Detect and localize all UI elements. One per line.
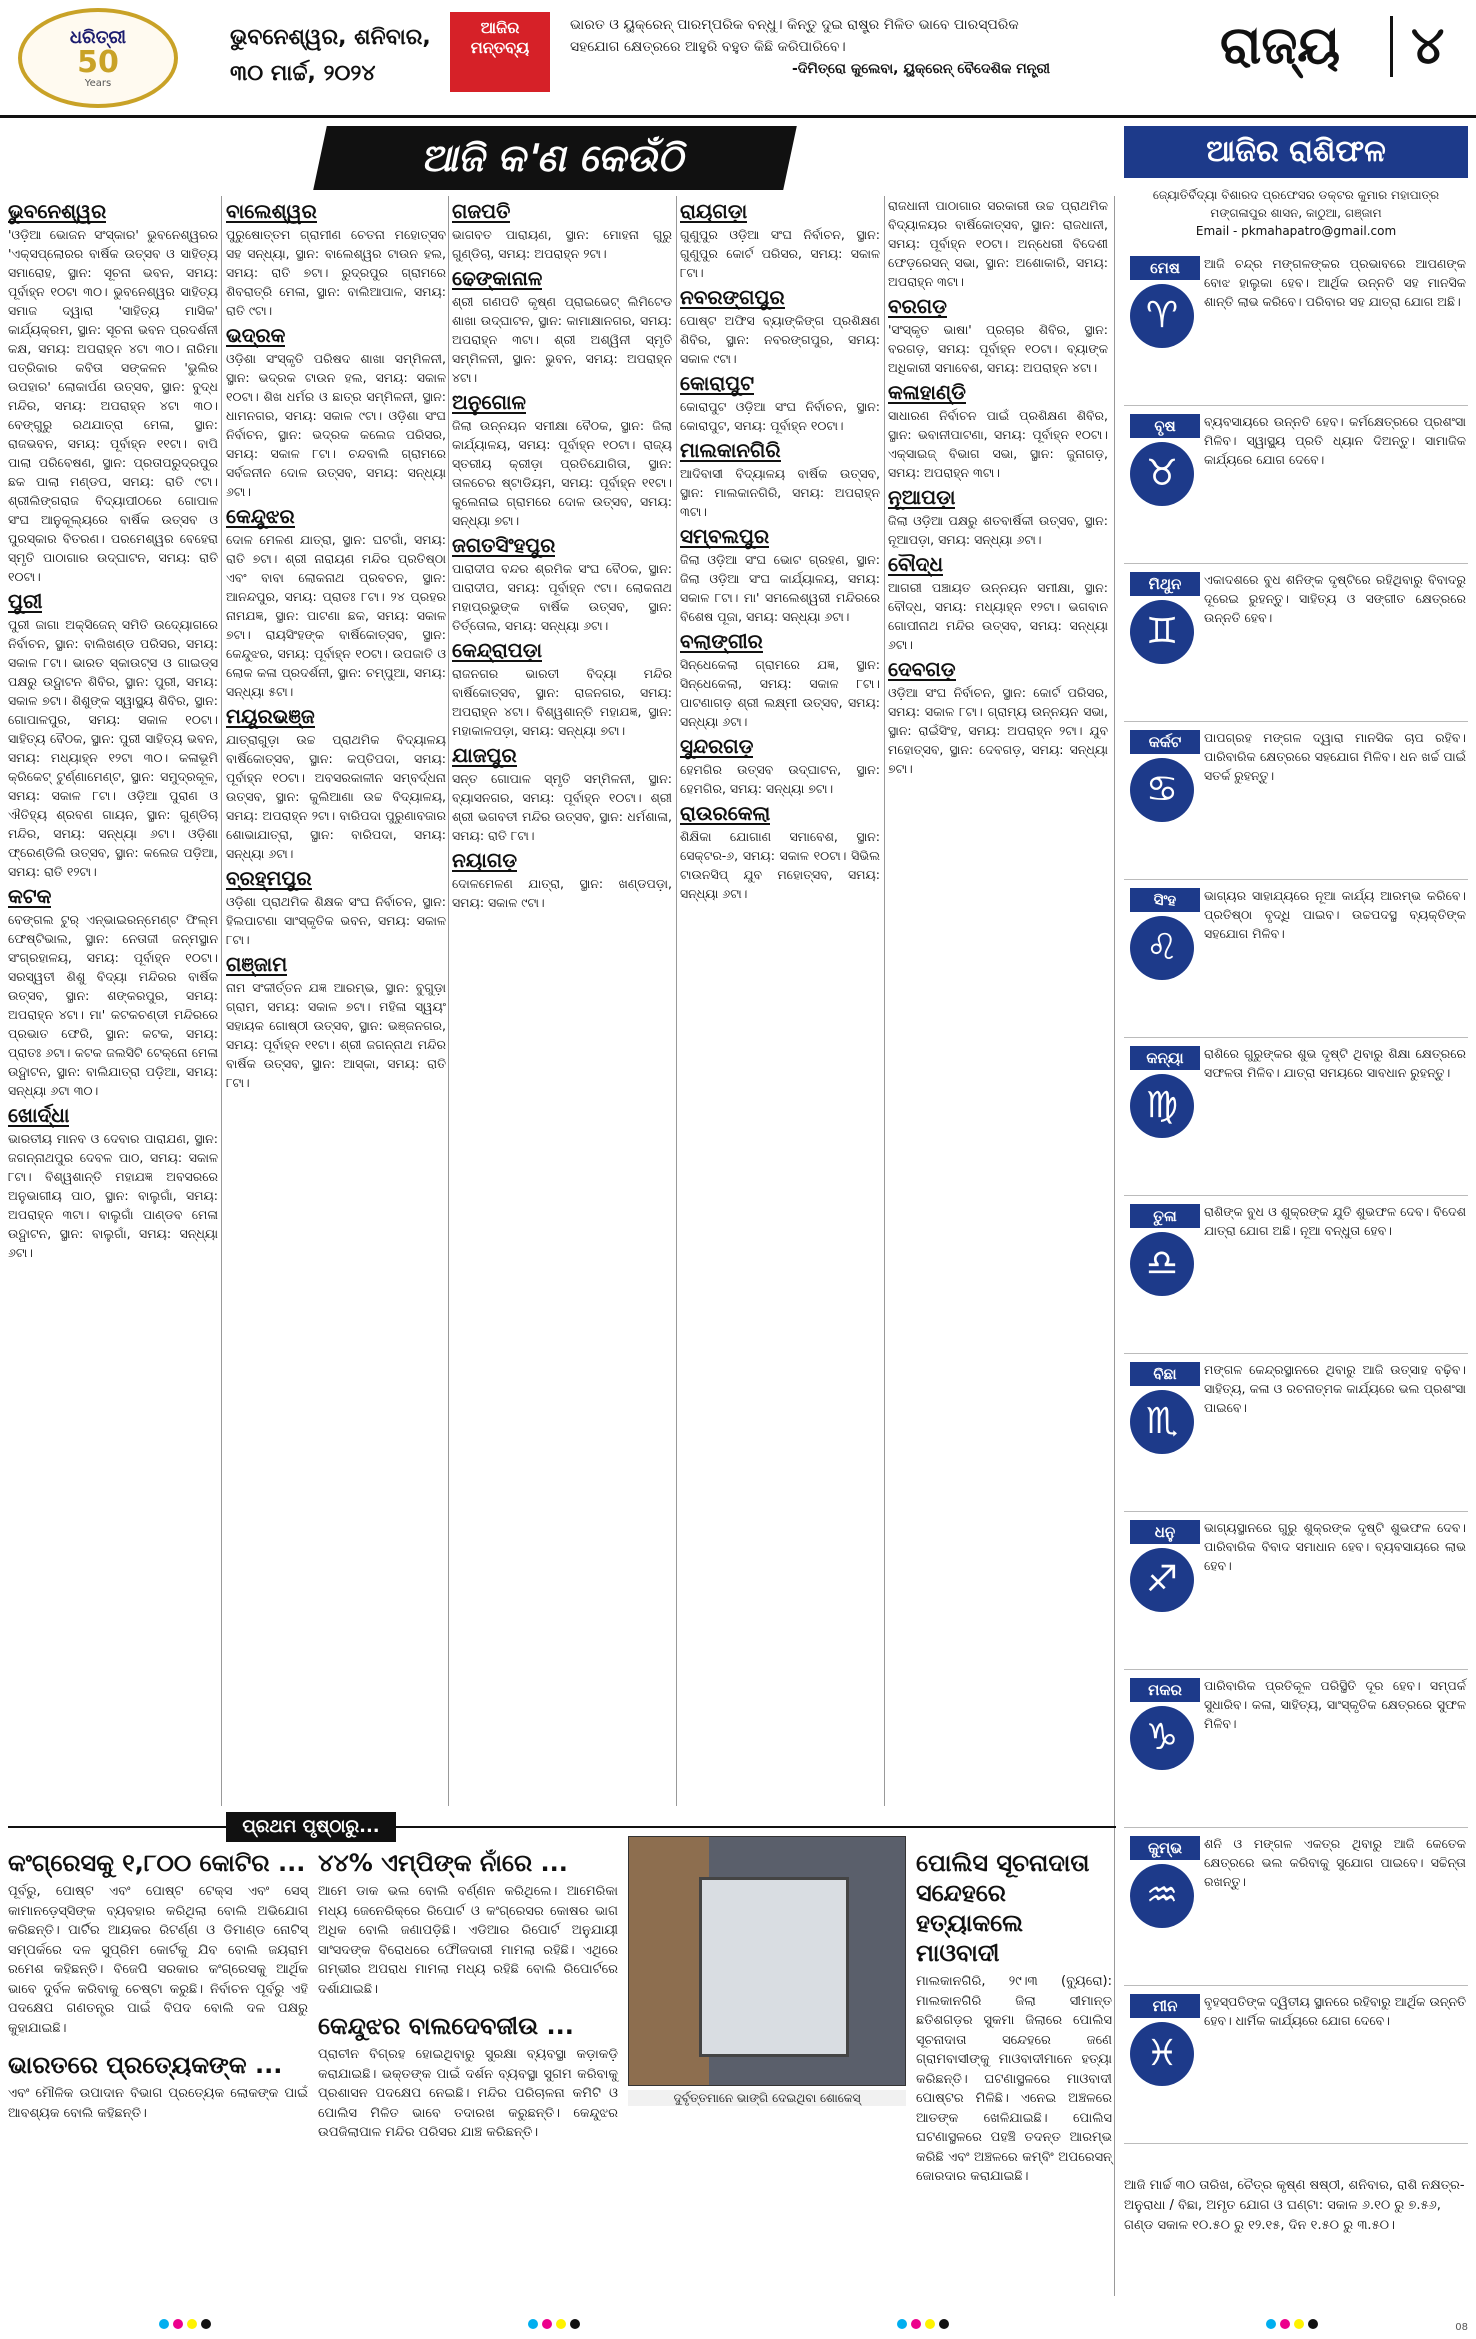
story-body: ଏବଂ ମୌଳିକ ଉପାଦାନ ବିଭାଗ ପ୍ରତ୍ୟେକ ଲୋକଙ୍କ ପାଇଁ ଆବଶ୍ୟକ ବୋଲି କହିଛନ୍ତି। xyxy=(8,2086,308,2121)
twins-icon: ♊ xyxy=(1130,600,1194,664)
city-heading: ରାୟଗଡ଼ା xyxy=(680,199,748,223)
event-listing: ଭାରତୀୟ ମାନବ ଓ ଦେବାର ପାରାଯଣ, ସ୍ଥାନ: ଜଗନ୍ନାଥପୁର ଦେବଳ ପାଠ, ସମୟ: ସକାଳ ୮ଟା। ବିଶ୍ୱଶାନ୍ତି ମହାଯଜ୍ଞ ଅବସରରେ ଅନୁଭାଗୀୟ ପାଠ, ସ୍ଥାନ: ବାଲୁଗାଁ, ସମୟ: ଅପରାହ୍ନ ୩ଟା। ବାଲୁଗାଁ ପାଣ୍ଡବ ମେଳା ଉଦ୍ଘାଟନ, ସ୍ଥାନ: ବାଲୁଗାଁ, ସମୟ: ସନ୍ଧ୍ୟା ୬ଟା। xyxy=(8,1131,218,1260)
city-heading: କେନ୍ଦ୍ରାପଡ଼ା xyxy=(452,638,543,662)
listings-column-1 xyxy=(8,196,218,1262)
story-maoist xyxy=(916,1848,1112,2187)
zodiac-prediction: ଏକାଦଶରେ ବୁଧ ଶନିଙ୍କ ଦୃଷ୍ଟିରେ ରହିଥିବାରୁ ବିବାଦରୁ ଦୂରେଇ ରୁହନ୍ତୁ। ସାହିତ୍ୟ ଓ ସଙ୍ଗୀତ କ୍ଷେତ୍ରରେ ଉନ୍ନତି ହେବ। xyxy=(1204,572,1466,625)
city-heading: ମାଲକାନଗିରି xyxy=(680,438,781,462)
archer-icon: ♐ xyxy=(1130,1548,1194,1612)
listings-column-5 xyxy=(888,196,1108,778)
event-listing: ପାରାଦୀପ ବନ୍ଦର ଶ୍ରମିକ ସଂଘ ବୈଠକ, ସ୍ଥାନ: ପାରାଦୀପ, ସମୟ: ପୂର୍ବାହ୍ନ ୯ଟା। ଲୋକନାଥ ମହାପ୍ରଭୁଙ୍କ ବାର୍ଷିକ ଉତ୍ସବ, ସ୍ଥାନ: ତିର୍ତ୍ତୋଲ, ସମୟ: ସନ୍ଧ୍ୟା ୬ଟା। xyxy=(452,561,672,633)
lion-icon: ♌ xyxy=(1130,916,1194,980)
event-listing: ସାଧାରଣ ନିର୍ବାଚନ ପାଇଁ ପ୍ରଶିକ୍ଷଣ ଶିବିର, ସ୍ଥାନ: ଭବାନୀପାଟଣା, ସମୟ: ପୂର୍ବାହ୍ନ ୧୦ଟା। ଏକ୍ସାଇଜ୍ ବିଭାଗ ସଭା, ସ୍ଥାନ: ଜୁନାଗଡ଼, ସମୟ: ଅପରାହ୍ନ ୩ଟା। xyxy=(888,408,1108,480)
event-listing: ପୁରୁଷୋତ୍ତମ ଗ୍ରାମୀଣ ଚେତନା ମହୋତ୍ସବ ସହ ସନ୍ଧ୍ୟା, ସ୍ଥାନ: ବାଲେଶ୍ୱର ଟାଉନ ହଲ, ସମୟ: ରାତି ୭ଟା। ରୁଦ୍ରପୁର ଗ୍ରାମରେ ଶିବରାତ୍ରି ମେଳା, ସ୍ଥାନ: ବାଲିଆପାଳ, ସମୟ: ରାତି ୯ଟା। xyxy=(226,227,446,318)
city-heading: କଳାହାଣ୍ଡି xyxy=(888,380,966,404)
column-divider xyxy=(1114,196,1115,2296)
event-listing: ଓଡ଼ିଶା ପ୍ରାଥମିକ ଶିକ୍ଷକ ସଂଘ ନିର୍ବାଚନ, ସ୍ଥାନ: ହିଲପାଟଣା ସାଂସ୍କୃତିକ ଭବନ, ସମୟ: ସକାଳ ୮ଟା। xyxy=(226,894,446,947)
cmyk-mark xyxy=(1266,2319,1318,2329)
event-listing: ଓଡ଼ିଆ ସଂଘ ନିର୍ବାଚନ, ସ୍ଥାନ: କୋର୍ଟ ପରିସର, ସମୟ: ସକାଳ ୮ଟା। ଗ୍ରାମ୍ୟ ଉନ୍ନୟନ ସଭା, ସ୍ଥାନ: ରାଇଁସିଂହ, ସମୟ: ଅପରାହ୍ନ ୨ଟା। ଯୁବ ମହୋତ୍ସବ, ସ୍ଥାନ: ଦେବଗଡ଼, ସମୟ: ସନ୍ଧ୍ୟା ୭ଟା। xyxy=(888,685,1108,776)
story-body: ପ୍ରାଚୀନ ବିଗ୍ରହ ହୋଇଥିବାରୁ ସୁରକ୍ଷା ବ୍ୟବସ୍ଥା କଡ଼ାକଡ଼ି କରାଯାଇଛି। ଭକ୍ତଙ୍କ ପାଇଁ ଦର୍ଶନ ବ୍ୟବସ୍ଥା ସୁଗମ କରିବାକୁ ପ୍ରଶାସନ ପଦକ୍ଷେପ ନେଇଛି। ମନ୍ଦିର ପରିଚାଳନା କମିଟି ଓ ପୋଲିସ ମିଳିତ ଭାବେ ତଦାରଖ କରୁଛନ୍ତି। କେନ୍ଦୁଝର ଉପଜିଲାପାଳ ମନ୍ଦିର ପରିସର ଯାଞ୍ଚ କରିଛନ୍ତି। xyxy=(318,2047,618,2140)
city-heading: ଖୋର୍ଦ୍ଧା xyxy=(8,1103,70,1127)
city-heading: ନୟାଗଡ଼ xyxy=(452,848,518,872)
ram-icon: ♈ xyxy=(1130,284,1194,348)
zodiac-name: ମକର xyxy=(1130,1678,1200,1702)
event-listing: ଆଗରୀ ପଞ୍ଚାୟତ ଉନ୍ନୟନ ସମୀକ୍ଷା, ସ୍ଥାନ: ବୌଦ୍ଧ, ସମୟ: ମଧ୍ୟାହ୍ନ ୧୨ଟା। ଭଗବାନ ଗୋପୀନାଥ ମନ୍ଦିର ଉତ୍ସବ, ସମୟ: ସନ୍ଧ୍ୟା ୬ଟା। xyxy=(888,580,1108,652)
event-listing: ସିନ୍ଧେକେଲା ଗ୍ରାମରେ ଯଜ୍ଞ, ସ୍ଥାନ: ସିନ୍ଧେକେଲା, ସମୟ: ସକାଳ ୮ଟା। ପାଟଣାଗଡ଼ ଶ୍ରୀ ଲକ୍ଷ୍ମୀ ଉତ୍ସବ, ସମୟ: ସନ୍ଧ୍ୟା ୬ଟା। xyxy=(680,657,880,729)
listings-banner: ଆଜି କ'ଣ କେଉଁଠି xyxy=(313,126,797,190)
zodiac-entry xyxy=(1124,1674,1468,1828)
page-number: ୪ xyxy=(1390,16,1444,77)
zodiac-entry xyxy=(1124,1200,1468,1354)
zodiac-prediction: ରାଶିଙ୍କ ବୁଧ ଓ ଶୁକ୍ରଙ୍କ ଯୁତି ଶୁଭଫଳ ଦେବ। ବିଦେଶ ଯାତ୍ରା ଯୋଗ ଅଛି। ନୂଆ ବନ୍ଧୁତା ହେବ। xyxy=(1204,1204,1466,1238)
years-label: Years xyxy=(84,78,112,89)
event-listing: କୋରାପୁଟ ଓଡ଼ିଆ ସଂଘ ନିର୍ବାଚନ, ସ୍ଥାନ: କୋରାପୁଟ, ସମୟ: ପୂର୍ବାହ୍ନ ୧୦ଟା। xyxy=(680,399,880,433)
event-listing: ଗୁଣୁପୁର ଓଡ଼ିଆ ସଂଘ ନିର୍ବାଚନ, ସ୍ଥାନ: ଗୁଣୁପୁର କୋର୍ଟ ପରିସର, ସମୟ: ସକାଳ ୮ଟା। xyxy=(680,227,880,280)
event-listing: ଦୋଳ ମେଳଣ ଯାତ୍ରା, ସ୍ଥାନ: ଘଟଗାଁ, ସମୟ: ରାତି ୭ଟା। ଶ୍ରୀ ନାରାୟଣ ମନ୍ଦିର ପ୍ରତିଷ୍ଠା ଏବଂ ବାବା ଲୋକନାଥ ପ୍ରବଚନ, ସ୍ଥାନ: ଆନନ୍ଦପୁର, ସମୟ: ପ୍ରାତଃ ୮ଟା। ୨୪ ପ୍ରହର ନାମଯଜ୍ଞ, ସ୍ଥାନ: ପାଟଣା ଛକ, ସମୟ: ସକାଳ ୭ଟା। ରାୟସିଂହଙ୍କ ବାର୍ଷିକୋତ୍ସବ, ସ୍ଥାନ: କେନ୍ଦୁଝର, ସମୟ: ପୂର୍ବାହ୍ନ ୧୦ଟା। ଉପଜାତି ଓ ଲୋକ କଳା ପ୍ରଦର୍ଶନୀ, ସ୍ଥାନ: ଚମ୍ପୁଆ, ସମୟ: ସନ୍ଧ୍ୟା ୫ଟା। xyxy=(226,532,446,699)
zodiac-prediction: ଶନି ଓ ମଙ୍ଗଳ ଏକତ୍ର ଥିବାରୁ ଆଜି କେତେକ କ୍ଷେତ୍ରରେ ଭଲ କରିବାକୁ ସୁଯୋଗ ପାଇବେ। ସଚ୍ଚିନ୍ତା ରଖନ୍ତୁ। xyxy=(1204,1836,1466,1889)
zodiac-name: ତୁଳା xyxy=(1130,1204,1200,1228)
listings-column-3 xyxy=(452,196,672,912)
quote-text: ଭାରତ ଓ ୟୁକ୍ରେନ୍ ପାରମ୍ପରିକ ବନ୍ଧୁ। କିନ୍ତୁ ଦୁଇ ରାଷ୍ଟ୍ର ମିଳିତ ଭାବେ ପାରସ୍ପରିକ ସହଯୋଗ କ୍ଷେତ୍ରରେ ଆହୁରି ବହୁତ କିଛି କରିପାରିବେ। xyxy=(570,17,1019,55)
astrologer-credit: ଜ୍ୟୋତିର୍ବିଦ୍ୟା ବିଶାରଦ ପ୍ରଫେସର ଡକ୍ଟର କୁମାର ମହାପାତ୍ର ମଙ୍ଗଳାପୁର ଶାସନ, କାଠୁଆ, ଗଞ୍ଜାମ Email - pkmahapatro@gmail.com xyxy=(1152,188,1440,238)
city-heading: ସୁନ୍ଦରଗଡ଼ xyxy=(680,734,754,758)
section-rule xyxy=(8,1826,1116,1828)
photo-caption: ଦୁର୍ବୃତ୍ତମାନେ ଭାଙ୍ଗି ଦେଇଥିବା ଶୋକେସ୍ xyxy=(628,2090,906,2106)
city-heading: ମୟୂରଭଞ୍ଜ xyxy=(226,704,315,728)
city-heading: ଭଦ୍ରକ xyxy=(226,323,286,347)
event-listing: ଶ୍ରୀ ଗଣପତି କୃଷ୍ଣ ପ୍ରାଇଭେଟ୍ ଲିମିଟେଡ ଶାଖା ଉଦ୍‌ଘାଟନ, ସ୍ଥାନ: କାମାକ୍ଷାନଗର, ସମୟ: ଅପରାହ୍ନ ୩ଟା। ଶ୍ରୀ ଅଶ୍ୱିନୀ ସ୍ମୃତି ସମ୍ମିଳନୀ, ସ୍ଥାନ: ଭୁବନ, ସମୟ: ଅପରାହ୍ନ ୪ଟା। xyxy=(452,294,672,385)
cmyk-mark xyxy=(897,2319,949,2329)
column-divider xyxy=(448,196,449,1806)
news-photo xyxy=(628,1836,906,2086)
event-listing: ଆଦିବାସୀ ବିଦ୍ୟାଳୟ ବାର୍ଷିକ ଉତ୍ସବ, ସ୍ଥାନ: ମାଲକାନଗିରି, ସମୟ: ଅପରାହ୍ନ ୩ଟା। xyxy=(680,466,880,519)
zodiac-entry xyxy=(1124,726,1468,880)
city-heading: ଅନୁଗୋଳ xyxy=(452,390,526,414)
event-listing: ରାଜନଗର ଭାରତୀ ବିଦ୍ୟା ମନ୍ଦିର ବାର୍ଷିକୋତ୍ସବ, ସ୍ଥାନ: ରାଜନଗର, ସମୟ: ଅପରାହ୍ନ ୪ଟା। ବିଶ୍ୱଶାନ୍ତି ମହାଯଜ୍ଞ, ସ୍ଥାନ: ମହାକାଳପଡ଼ା, ସମୟ: ସନ୍ଧ୍ୟା ୭ଟା। xyxy=(452,666,672,738)
zodiac-entry xyxy=(1124,410,1468,564)
event-listing: ଭାଗବତ ପାରାୟଣ, ସ୍ଥାନ: ମୋହନା ଗୁରୁ ଗୁଣ୍ଡିଚା, ସମୟ: ଅପରାହ୍ନ ୨ଟା। xyxy=(452,227,672,261)
zodiac-list xyxy=(1124,252,1468,2144)
city-heading: କୋରାପୁଟ xyxy=(680,371,755,395)
cmyk-mark xyxy=(528,2319,580,2329)
zodiac-prediction: ଭାଗ୍ୟସ୍ଥାନରେ ଗୁରୁ ଶୁକ୍ରଙ୍କ ଦୃଷ୍ଟି ଶୁଭଫଳ ଦେବ। ପାରିବାରିକ ବିବାଦ ସମାଧାନ ହେବ। ବ୍ୟବସାୟରେ ଲାଭ ହେବ। xyxy=(1204,1520,1466,1573)
dateline: ଭୁବନେଶ୍ୱର, ଶନିବାର, ୩୦ ମାର୍ଚ୍ଚ, ୨୦୨୪ xyxy=(230,25,431,86)
zodiac-entry xyxy=(1124,884,1468,1038)
column-divider xyxy=(221,196,222,1806)
front-page-continuation-label: ପ୍ରଥମ ପୃଷ୍ଠାରୁ... xyxy=(226,1812,396,1842)
goat-icon: ♑ xyxy=(1130,1706,1194,1770)
event-listing: 'ସଂସ୍କୃତ ଭାଷା' ପ୍ରଚାର ଶିବିର, ସ୍ଥାନ: ବରଗଡ଼, ସମୟ: ପୂର୍ବାହ୍ନ ୧୦ଟା। ବ୍ୟାଙ୍କ ଅଧିକାରୀ ସମାବେଶ, ସମୟ: ଅପରାହ୍ନ ୪ଟା। xyxy=(888,322,1108,375)
city-heading: ରାଉରକେଲା xyxy=(680,801,771,825)
event-listing: ହେମଗିର ଉତ୍ସବ ଉଦ୍‌ଘାଟନ, ସ୍ଥାନ: ହେମଗିର, ସମୟ: ସନ୍ଧ୍ୟା ୭ଟା। xyxy=(680,762,880,796)
story-headline: ୪୪% ଏମ୍‌ପିଙ୍କ ନାଁରେ ... xyxy=(318,1849,568,1877)
crab-icon: ♋ xyxy=(1130,758,1194,822)
event-listing: ବେଙ୍ଗଲ ଟୁର୍ ଏନ୍‌ଭାଇରନ୍‌ମେଣ୍ଟ ଫିଲ୍ମ ଫେଷ୍ଟିଭାଲ, ସ୍ଥାନ: ନେତାଜୀ ଜନ୍ମସ୍ଥାନ ସଂଗ୍ରହାଳୟ, ସମୟ: ପୂର୍ବାହ୍ନ ୧୦ଟା। ସରସ୍ୱତୀ ଶିଶୁ ବିଦ୍ୟା ମନ୍ଦିରର ବାର୍ଷିକ ଉତ୍ସବ, ସ୍ଥାନ: ଶଙ୍କରପୁର, ସମୟ: ଅପରାହ୍ନ ୪ଟା। ମା' କଟକଚଣ୍ଡୀ ମନ୍ଦିରରେ ପ୍ରଭାତ ଫେରି, ସ୍ଥାନ: କଟକ, ସମୟ: ପ୍ରାତଃ ୬ଟା। କଟକ ଜଲସିଟି ଟେକ୍ନୋ ମେଳା ଉଦ୍ଘାଟନ, ସ୍ଥାନ: ବାଲିଯାତ୍ରା ପଡ଼ିଆ, ସମୟ: ସନ୍ଧ୍ୟା ୬ଟା ୩୦। xyxy=(8,912,218,1098)
print-registration-marks xyxy=(0,2308,1476,2339)
event-listing: ଦୋଳମେଳଣ ଯାତ୍ରା, ସ୍ଥାନ: ଖଣ୍ଡପଡ଼ା, ସମୟ: ସକାଳ ୯ଟା। xyxy=(452,876,672,910)
event-listing: ପୁରୀ ଜାଗା ଅକ୍ସିଜେନ୍ ସମିତି ଉଦ୍ୟୋଗରେ ନିର୍ବାଚନ, ସ୍ଥାନ: ବାଲିଖଣ୍ଡ ପରିସର, ସମୟ: ସକାଳ ୮ଟା। ଭାରତ ସ୍କାଉଟ୍ସ ଓ ଗାଇଡ୍ସ ପକ୍ଷରୁ ଉଦ୍ଘାଟନ ଶିବିର, ସ୍ଥାନ: ପୁରୀ, ସମୟ: ସକାଳ ୭ଟା। ଶିଶୁଙ୍କ ସ୍ୱାସ୍ଥ୍ୟ ଶିବିର, ସ୍ଥାନ: ଗୋପାଳପୁର, ସମୟ: ସକାଳ ୧୦ଟା। ସାହିତ୍ୟ ବୈଠକ, ସ୍ଥାନ: ପୁରୀ ସାହିତ୍ୟ ଭବନ, ସମୟ: ମଧ୍ୟାହ୍ନ ୧୨ଟା ୩୦। କଳାଭୂମି କ୍ରିକେଟ୍ ଟୁର୍ଣ୍ଣାମେଣ୍ଟ, ସ୍ଥାନ: ସମୁଦ୍ରକୂଳ, ସମୟ: ସକାଳ ୮ଟା। ଓଡ଼ିଆ ପୁରାଣ ଓ ଐତିହ୍ୟ ଶ୍ରବଣ ଗାୟନ, ସ୍ଥାନ: ଗୁଣ୍ଡିଚା ମନ୍ଦିର, ସମୟ: ସନ୍ଧ୍ୟା ୬ଟା। ଓଡ଼ିଶା ଫ୍ରେଣ୍ଡିଲି ଉତ୍ସବ, ସ୍ଥାନ: କଲେଜ ପଡ଼ିଆ, ସମୟ: ରାତି ୧୨ଟା। xyxy=(8,617,218,879)
event-listing: ଜିଲା ଓଡ଼ିଆ ସଂଘ ଭୋଟ ଗ୍ରହଣ, ସ୍ଥାନ: ଜିଲା ଓଡ଼ିଆ ସଂଘ କାର୍ଯ୍ୟାଳୟ, ସମୟ: ସକାଳ ୮ଟା। ମା' ସମଲେଶ୍ୱରୀ ମନ୍ଦିରରେ ବିଶେଷ ପୂଜା, ସମୟ: ସନ୍ଧ୍ୟା ୬ଟା। xyxy=(680,552,880,624)
zodiac-prediction: ଆଜି ଚନ୍ଦ୍ର ମଙ୍ଗଳଙ୍କର ପ୍ରଭାବରେ ଆପଣଙ୍କ ବୋଝ ହାଲୁକା ହେବ। ଆର୍ଥିକ ଉନ୍ନତି ସହ ମାନସିକ ଶାନ୍ତି ଲାଭ କରିବେ। ପରିବାର ସହ ଯାତ୍ରା ଯୋଗ ଅଛି। xyxy=(1204,256,1466,309)
story-congress xyxy=(8,1848,308,2123)
zodiac-name: ବିଛା xyxy=(1130,1362,1200,1386)
event-listing: ଜିଲା ଉନ୍ନୟନ ସମୀକ୍ଷା ବୈଠକ, ସ୍ଥାନ: ଜିଲା କାର୍ଯ୍ୟାଳୟ, ସମୟ: ପୂର୍ବାହ୍ନ ୧୦ଟା। ରାଜ୍ୟ ସ୍ତରୀୟ କ୍ରୀଡ଼ା ପ୍ରତିଯୋଗିତା, ସ୍ଥାନ: ତାଳଚେର ଷ୍ଟାଡିୟମ, ସମୟ: ପୂର୍ବାହ୍ନ ୧୧ଟା। କୁଲେନାଇ ଗ୍ରାମରେ ଦୋଳ ଉତ୍ସବ, ସମୟ: ସନ୍ଧ୍ୟା ୭ଟା। xyxy=(452,418,672,528)
fish-icon: ♓ xyxy=(1130,2022,1194,2086)
city-heading: ବାଲେଶ୍ୱର xyxy=(226,199,317,223)
event-listing: 'ଓଡ଼ିଆ ଭୋଜନ ସଂସ୍କାର' ଭୁବନେଶ୍ୱରର 'ଏକ୍ସପ୍ଲୋରର ବାର୍ଷିକ ଉତ୍ସବ ଓ ସାହିତ୍ୟ ସମାରୋହ, ସ୍ଥାନ: ସୂଚନା ଭବନ, ସମୟ: ପୂର୍ବାହ୍ନ ୧୦ଟା ୩୦। ଭୁବନେଶ୍ୱର ସାହିତ୍ୟ ସମାଜ ଦ୍ୱାରା 'ସାହିତ୍ୟ ମାସିକ' କାର୍ଯ୍ୟକ୍ରମ, ସ୍ଥାନ: ସୂଚନା ଭବନ ପ୍ରଦର୍ଶନୀ କକ୍ଷ, ସମୟ: ଅପରାହ୍ନ ୪ଟା ୩୦। ନାରିମା ପତ୍ରିକାର କବିତା ସଙ୍କଳନ 'ଭୁଲିର ଉପହାର' ଲୋକାର୍ପଣ ଉତ୍ସବ, ସ୍ଥାନ: ବୁଦ୍ଧ ମନ୍ଦିର, ସମୟ: ଅପରାହ୍ନ ୪ଟା ୩୦। ବେଙ୍ଗୁରୁ ରଥଯାତ୍ରା ମେଳା, ସ୍ଥାନ: ରାଜଭବନ, ସମୟ: ପୂର୍ବାହ୍ନ ୧୧ଟା। ବାପି ପାଲା ପରିବେଷଣ, ସ୍ଥାନ: ପ୍ରତାପରୁଦ୍ରପୁର ଛକ ପାଲା ମଣ୍ଡପ, ସମୟ: ରାତି ୯ଟା। ଶ୍ରୀଲିଙ୍ଗରାଜ ବିଦ୍ୟାପୀଠରେ ଗୋପାଳ ସଂଘ ଆନୁକୂଲ୍ୟରେ ବାର୍ଷିକ ଉତ୍ସବ ଓ ପୁରସ୍କାର ବିତରଣ। ପରମେଶ୍ୱର ବେହେରା ସ୍ମୃତି ପାଠାଗାର ଉଦ୍‌ଘାଟନ, ସମୟ: ରାତି ୧୦ଟା। xyxy=(8,227,218,584)
city-heading: କେନ୍ଦୁଝର xyxy=(226,504,295,528)
event-listing: ଓଡ଼ିଶା ସଂସ୍କୃତି ପରିଷଦ ଶାଖା ସମ୍ମିଳନୀ, ସ୍ଥାନ: ଭଦ୍ରକ ଟାଉନ ହଲ, ସମୟ: ସକାଳ ୧୦ଟା। ଶିଖ ଧର୍ମର ଓ ଛାତ୍ର ସମ୍ମିଳନୀ, ସ୍ଥାନ: ଧାମନଗର, ସମୟ: ସକାଳ ୯ଟା। ଓଡ଼ିଶା ସଂଘ ନିର୍ବାଚନ, ସ୍ଥାନ: ଭଦ୍ରକ କଲେଜ ପରିସର, ସମୟ: ସକାଳ ୮ଟା। ଚନ୍ଦବାଲି ଗ୍ରାମରେ ସର୍ବଜନୀନ ଦୋଳ ଉତ୍ସବ, ସମୟ: ସନ୍ଧ୍ୟା ୬ଟା। xyxy=(226,351,446,499)
anniversary-logo xyxy=(18,8,178,108)
zodiac-entry xyxy=(1124,1832,1468,1986)
listings-column-4 xyxy=(680,196,880,903)
city-heading: ଢେଙ୍କାନାଳ xyxy=(452,266,543,290)
zodiac-prediction: ରାଶିରେ ଗୁରୁଙ୍କର ଶୁଭ ଦୃଷ୍ଟି ଥିବାରୁ ଶିକ୍ଷା କ୍ଷେତ୍ରରେ ସଫଳତା ମିଳିବ। ଯାତ୍ରା ସମୟରେ ସାବଧାନ ରୁହନ୍ତୁ। xyxy=(1204,1046,1466,1080)
event-listing: ପୋଷ୍ଟ ଅଫିସ ବ୍ୟାଙ୍କିଙ୍ଗ ପ୍ରଶିକ୍ଷଣ ଶିବିର, ସ୍ଥାନ: ନବରଙ୍ଗପୁର, ସମୟ: ସକାଳ ୯ଟା। xyxy=(680,313,880,366)
event-listing: ଯାତ୍ରାଗୁଡ଼ା ଉଚ୍ଚ ପ୍ରାଥମିକ ବିଦ୍ୟାଳୟ ବାର୍ଷିକୋତ୍ସବ, ସ୍ଥାନ: କପ୍ତିପଦା, ସମୟ: ପୂର୍ବାହ୍ନ ୧୦ଟା। ଅବସରକାଳୀନ ସମ୍ବର୍ଦ୍ଧନା ଉତ୍ସବ, ସ୍ଥାନ: କୁଲିଆଣା ଉଚ୍ଚ ବିଦ୍ୟାଳୟ, ସମୟ: ଅପରାହ୍ନ ୨ଟା। ବାରିପଦା ପୁରୁଣାବଜାର ଶୋଭାଯାତ୍ରା, ସ୍ଥାନ: ବାରିପଦା, ସମୟ: ସନ୍ଧ୍ୟା ୬ଟା। xyxy=(226,732,446,861)
city-heading: ଗଜପତି xyxy=(452,199,511,223)
zodiac-name: ମୀନ xyxy=(1130,1994,1200,2018)
event-listing: ସନ୍ତ ଗୋପାଳ ସ୍ମୃତି ସମ୍ମିଳନୀ, ସ୍ଥାନ: ବ୍ୟାସନଗର, ସମୟ: ପୂର୍ବାହ୍ନ ୧୦ଟା। ଶ୍ରୀ ଶ୍ରୀ ଭଗବତୀ ମନ୍ଦିର ଉତ୍ସବ, ସ୍ଥାନ: ଧର୍ମଶାଳା, ସମୟ: ରାତି ୮ଟା। xyxy=(452,771,672,843)
story-headline: ଭାରତରେ ପ୍ରତ୍ୟେକଙ୍କ ... xyxy=(8,2051,283,2079)
story-body: ଆମେ ଡାକ ଭଲ ବୋଲି ବର୍ଣ୍ଣନ କରିଥିଲେ। ଆମେରିକା ମଧ୍ୟ ଜେନେରିକ୍‌ରେ ରିପୋର୍ଟ ଓ କଂଗ୍ରେସର କୋଷର ଭାଗ ଅଧିକ ବୋଲି ଜଣାପଡ଼ିଛି। ଏଡିଆର ରିପୋର୍ଟ ଅନୁଯାୟୀ ସାଂସଦଙ୍କ ବିରୋଧରେ ଫୌଜଦାରୀ ମାମଲା ରହିଛି। ଏଥିରେ ଗମ୍ଭୀର ଅପରାଧ ମାମଲା ମଧ୍ୟ ରହିଛି ବୋଲି ରିପୋର୍ଟରେ ଦର୍ଶାଯାଇଛି। xyxy=(318,1884,618,1997)
event-listing: ଜିଲା ଓଡ଼ିଆ ପକ୍ଷରୁ ଶତବାର୍ଷିକୀ ଉତ୍ସବ, ସ୍ଥାନ: ନୂଆପଡ଼ା, ସମୟ: ସନ୍ଧ୍ୟା ୬ଟା। xyxy=(888,513,1108,547)
city-heading: ଗଞ୍ଜାମ xyxy=(226,952,288,976)
years-badge: 50 xyxy=(77,45,119,80)
bull-icon: ♉ xyxy=(1130,442,1194,506)
cmyk-mark xyxy=(159,2319,211,2329)
zodiac-name: ସିଂହ xyxy=(1130,888,1200,912)
listings-column-2 xyxy=(226,196,446,1092)
zodiac-prediction: ଭାଗ୍ୟର ସାହାଯ୍ୟରେ ନୂଆ କାର୍ଯ୍ୟ ଆରମ୍ଭ କରିବେ। ପ୍ରତିଷ୍ଠା ବୃଦ୍ଧି ପାଇବ। ଉଚ୍ଚପଦସ୍ଥ ବ୍ୟକ୍ତିଙ୍କ ସହଯୋଗ ମିଳିବ। xyxy=(1204,888,1466,941)
horoscope-panel xyxy=(1124,126,1468,2074)
zodiac-prediction: ମଙ୍ଗଳ କେନ୍ଦ୍ରସ୍ଥାନରେ ଥିବାରୁ ଆଜି ଉତ୍ସାହ ବଢ଼ିବ। ସାହିତ୍ୟ, କଳା ଓ ରଚନାତ୍ମକ କାର୍ଯ୍ୟରେ ଭଲ ପ୍ରଶଂସା ପାଇବେ। xyxy=(1204,1362,1466,1415)
wall-painting xyxy=(629,1837,709,2086)
zodiac-name: ମିଥୁନ xyxy=(1130,572,1200,596)
zodiac-prediction: ପାରିବାରିକ ପ୍ରତିକୂଳ ପରିସ୍ଥିତି ଦୂର ହେବ। ସମ୍ପର୍କ ସୁଧାରିବ। କଳା, ସାହିତ୍ୟ, ସାଂସ୍କୃତିକ କ୍ଷେତ୍ରରେ ସୁଫଳ ମିଳିବ। xyxy=(1204,1678,1466,1731)
brand-name: ଧରିତ୍ରୀ xyxy=(69,27,127,48)
quote-block xyxy=(570,14,1050,80)
event-listing: ରାଜଧାନୀ ପାଠାଗାର ସରକାରୀ ଉଚ୍ଚ ପ୍ରାଥମିକ ବିଦ୍ୟାଳୟର ବାର୍ଷିକୋତ୍ସବ, ସ୍ଥାନ: ରାଜଧାନୀ, ସମୟ: ପୂର୍ବାହ୍ନ ୧୦ଟା। ଅନ୍ଧେରୀ ବିଦେଶୀ ଫେଡ଼ରେସନ୍ ସଭା, ସ୍ଥାନ: ଅଶୋକାରି, ସମୟ: ଅପରାହ୍ନ ୩ଟା। xyxy=(888,198,1108,289)
horoscope-title: ଆଜିର ରାଶିଫଳ xyxy=(1124,126,1468,178)
city-heading: ବୌଦ୍ଧ xyxy=(888,552,943,576)
page-code: 08 xyxy=(1455,2322,1468,2333)
story-body: ପୂର୍ବରୁ, ପୋଷ୍ଟ ଏବଂ ପୋଷ୍ଟ ଟେକ୍ସ ଏବଂ ସେସ୍ କାମାନଡ଼େସ୍ସିଙ୍କ ବ୍ୟବହାର କରିଥିଲା ବୋଲି ଅଭିଯୋଗ କରିଛନ୍ତି। ପାର୍ଟିର ଆୟକର ରିଟର୍ଣ୍ଣ ଓ ଡିମାଣ୍ଡ ନୋଟିସ୍ ସମ୍ପର୍କରେ ଦଳ ସୁପ୍ରିମ କୋର୍ଟକୁ ଯିବ ବୋଲି ଜୟରାମ ରମେଶ କହିଛନ୍ତି। ବିଜେପି ସରକାର କଂଗ୍ରେସକୁ ଆର୍ଥିକ ଭାବେ ଦୁର୍ବଳ କରିବାକୁ ଚେଷ୍ଟା କରୁଛି। ନିର୍ବାଚନ ପୂର୍ବରୁ ଏହି ପଦକ୍ଷେପ ଗଣତନ୍ତ୍ର ପାଇଁ ବିପଦ ବୋଲି ଦଳ ପକ୍ଷରୁ କୁହାଯାଇଛି। xyxy=(8,1884,308,2036)
story-mps xyxy=(318,1848,618,2143)
section-title: ରାଜ୍ୟ xyxy=(1220,16,1341,76)
city-heading: ବରଗଡ଼ xyxy=(888,294,947,318)
zodiac-prediction: ବୃହସ୍ପତିଙ୍କ ଦ୍ୱିତୀୟ ସ୍ଥାନରେ ରହିବାରୁ ଆର୍ଥିକ ଉନ୍ନତି ହେବ। ଧାର୍ମିକ କାର୍ଯ୍ୟରେ ଯୋଗ ଦେବେ। xyxy=(1204,1994,1466,2028)
zodiac-entry xyxy=(1124,1516,1468,1670)
city-heading: ପୁରୀ xyxy=(8,589,43,613)
city-heading: ଯାଜପୁର xyxy=(452,743,517,767)
event-listing: ଶିକ୍ଷିକା ଯୋଗାଣ ସମାବେଶ, ସ୍ଥାନ: ସେକ୍ଟର-୬, ସମୟ: ସକାଳ ୧୦ଟା। ସିଭିଲ ଟାଉନସିପ୍ ଯୁବ ମହୋତ୍ସବ, ସମୟ: ସନ୍ଧ୍ୟା ୬ଟା। xyxy=(680,829,880,901)
city-heading: କଟକ xyxy=(8,884,52,908)
broken-showcase xyxy=(699,1877,849,2057)
zodiac-prediction: ପାପଗ୍ରହ ମଙ୍ଗଳ ଦ୍ୱାରା ମାନସିକ ଚାପ ରହିବ। ପାରିବାରିକ କ୍ଷେତ୍ରରେ ସହଯୋଗ ମିଳିବ। ଧନ ଖର୍ଚ୍ଚ ପାଇଁ ସତର୍କ ରୁହନ୍ତୁ। xyxy=(1204,730,1466,783)
column-divider xyxy=(884,196,885,1806)
zodiac-name: କନ୍ୟା xyxy=(1130,1046,1200,1070)
zodiac-entry xyxy=(1124,1042,1468,1196)
scorpion-icon: ♏ xyxy=(1130,1390,1194,1454)
water-bearer-icon: ♒ xyxy=(1130,1864,1194,1928)
city-heading: ଭୁବନେଶ୍ୱର xyxy=(8,199,107,223)
zodiac-entry xyxy=(1124,568,1468,722)
zodiac-name: କର୍କଟ xyxy=(1130,730,1200,754)
zodiac-entry xyxy=(1124,1990,1468,2144)
zodiac-name: ବୃଷ xyxy=(1130,414,1200,438)
story-headline: କେନ୍ଦୁଝର ବାଲଦେବଜୀଉ ... xyxy=(318,2012,574,2040)
panchang-text: ଆଜି ମାର୍ଚ୍ଚ ୩୦ ତାରିଖ, ଚୈତ୍ର କୃଷ୍ଣ ଷଷ୍ଠୀ, ଶନିବାର, ରାଶି ନକ୍ଷତ୍ର-ଅନୁରାଧା / ବିଛା, ଅମୃତ ଯୋଗ ଓ ଘଣ୍ଟା: ସକାଳ ୬.୧୦ ରୁ ୭.୫୬, ଗଣ୍ଡ ସକାଳ ୧୦.୫୦ ରୁ ୧୨.୧୫, ଦିନ ୧.୫୦ ରୁ ୩.୫୦। xyxy=(1124,2178,1465,2233)
story-headline: କଂଗ୍ରେସକୁ ୧,୮୦୦ କୋଟିର ... xyxy=(8,1849,306,1877)
zodiac-entry xyxy=(1124,252,1468,406)
zodiac-name: କୁମ୍ଭ xyxy=(1130,1836,1200,1860)
zodiac-entry xyxy=(1124,1358,1468,1512)
maiden-icon: ♍ xyxy=(1130,1074,1194,1138)
city-heading: ଜଗତସିଂହପୁର xyxy=(452,533,556,557)
column-divider xyxy=(676,196,677,1806)
story-headline: ପୋଲିସ ସୂଚନାଦାତା ସନ୍ଦେହରେ ହତ୍ୟାକଲେ ମାଓବାଦୀ xyxy=(916,1849,1090,1967)
city-heading: ନୂଆପଡ଼ା xyxy=(888,485,956,509)
event-listing: ନାମ ସଂକୀର୍ତ୍ତନ ଯଜ୍ଞ ଆରମ୍ଭ, ସ୍ଥାନ: ବୁଗୁଡ଼ା ଗ୍ରାମ, ସମୟ: ସକାଳ ୭ଟା। ମହିଳା ସ୍ୱୟଂ ସହାୟକ ଗୋଷ୍ଠୀ ଉତ୍ସବ, ସ୍ଥାନ: ଭଞ୍ଜନଗର, ସମୟ: ପୂର୍ବାହ୍ନ ୧୧ଟା। ଶ୍ରୀ ଜଗନ୍ନାଥ ମନ୍ଦିର ବାର୍ଷିକ ଉତ୍ସବ, ସ୍ଥାନ: ଆସ୍କା, ସମୟ: ରାତି ୮ଟା। xyxy=(226,980,446,1090)
zodiac-prediction: ବ୍ୟବସାୟରେ ଉନ୍ନତି ହେବ। କର୍ମକ୍ଷେତ୍ରରେ ପ୍ରଶଂସା ମିଳିବ। ସ୍ୱାସ୍ଥ୍ୟ ପ୍ରତି ଧ୍ୟାନ ଦିଅନ୍ତୁ। ସାମାଜିକ କାର୍ଯ୍ୟରେ ଯୋଗ ଦେବେ। xyxy=(1204,414,1466,467)
scales-icon: ♎ xyxy=(1130,1232,1194,1296)
city-heading: ନବରଙ୍ଗପୁର xyxy=(680,285,785,309)
city-heading: ବ୍ରହ୍ମପୁର xyxy=(226,866,312,890)
city-heading: ଦେବଗଡ଼ xyxy=(888,657,956,681)
zodiac-name: ମେଷ xyxy=(1130,256,1200,280)
masthead xyxy=(0,0,1476,118)
zodiac-name: ଧନୁ xyxy=(1130,1520,1200,1544)
city-heading: ସମ୍ବଲପୁର xyxy=(680,524,770,548)
quote-attribution: -ଦିମିତ୍ରୋ କୁଲେବା, ୟୁକ୍ରେନ୍ ବୈଦେଶିକ ମନ୍ତ୍ରୀ xyxy=(791,61,1050,77)
city-heading: ବଲାଙ୍ଗୀର xyxy=(680,629,763,653)
quote-label: ଆଜିର ମନ୍ତବ୍ୟ xyxy=(450,12,550,92)
story-body: ମାଲକାନଗିରି, ୨୯।୩ (ବ୍ୟୁରୋ): ମାଲକାନଗିରି ଜିଲା ସୀମାନ୍ତ ଛତିଶଗଡ଼ର ସୁକମା ଜିଲାରେ ପୋଲିସ ସୂଚନାଦାତା ସନ୍ଦେହରେ ଜଣେ ଗ୍ରାମବାସୀଙ୍କୁ ମାଓବାଦୀମାନେ ହତ୍ୟା କରିଛନ୍ତି। ଘଟଣାସ୍ଥଳରେ ମାଓବାଦୀ ପୋଷ୍ଟର ମିଳିଛି। ଏନେଇ ଅଞ୍ଚଳରେ ଆତଙ୍କ ଖେଳିଯାଇଛି। ପୋଲିସ ଘଟଣାସ୍ଥଳରେ ପହଞ୍ଚି ତଦନ୍ତ ଆରମ୍ଭ କରିଛି ଏବଂ ଅଞ୍ଚଳରେ କମ୍ବିଂ ଅପରେସନ୍ ଜୋରଦାର କରାଯାଇଛି। xyxy=(916,1974,1112,2184)
